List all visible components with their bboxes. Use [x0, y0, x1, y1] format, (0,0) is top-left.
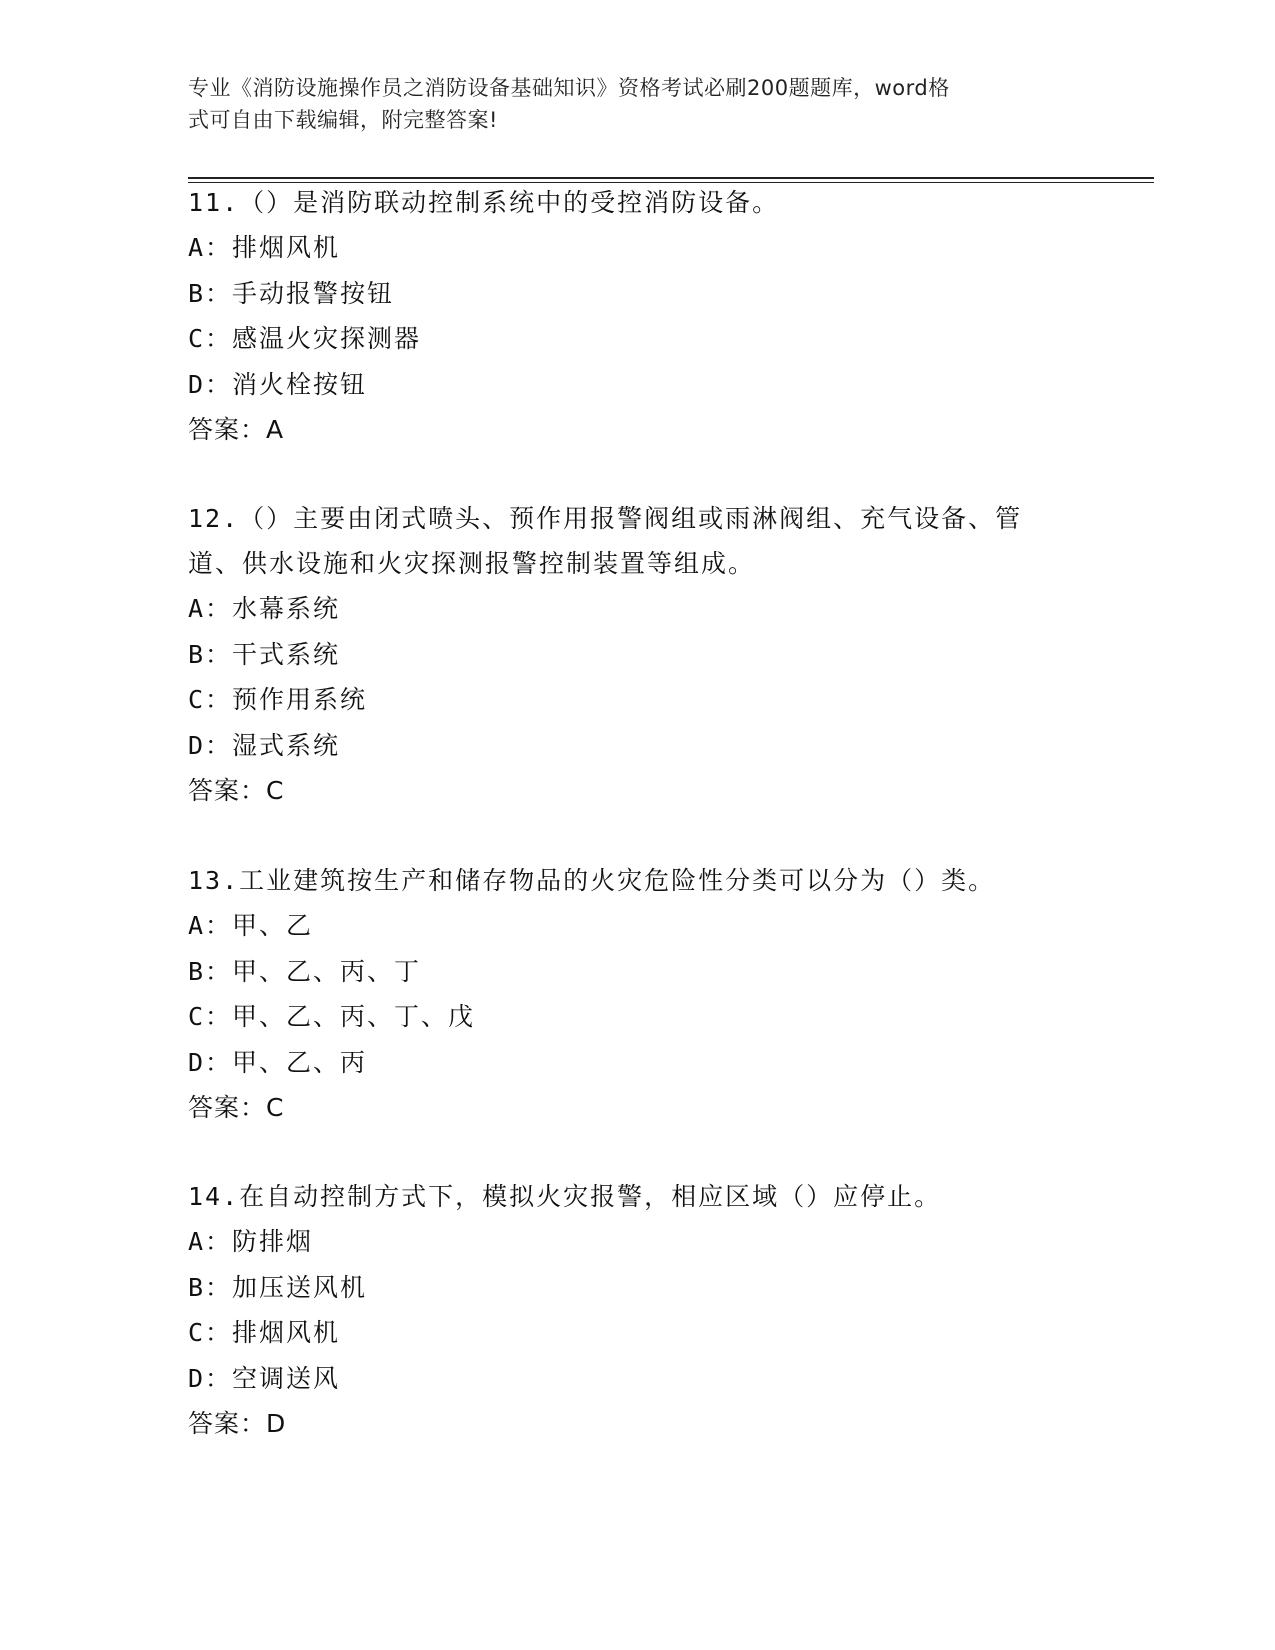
answer: 答案：A — [188, 415, 285, 444]
option-a: A：防排烟 — [188, 1227, 314, 1256]
header-divider-top — [188, 177, 1154, 179]
option-b: B：手动报警按钮 — [188, 278, 395, 308]
answer: 答案：C — [188, 1093, 285, 1122]
option-d: D：甲、乙、丙 — [188, 1047, 368, 1077]
header-line-1: 专业《消防设施操作员之消防设备基础知识》资格考试必刷200题题库，word格 — [188, 76, 950, 100]
document-header — [188, 72, 1088, 136]
option-c: C：预作用系统 — [188, 685, 368, 714]
answer: 答案：C — [188, 776, 285, 805]
option-c: C：排烟风机 — [188, 1318, 341, 1347]
option-c: C：感温火灾探测器 — [188, 324, 422, 353]
option-b: B：加压送风机 — [188, 1272, 368, 1302]
question-14 — [188, 1174, 1088, 1447]
question-stem: 12.（）主要由闭式喷头、预作用报警阀组或雨淋阀组、充气设备、管 — [188, 504, 1023, 533]
option-b: B：甲、乙、丙、丁 — [188, 956, 422, 986]
question-13 — [188, 858, 1088, 1131]
question-11 — [188, 180, 1088, 453]
header-line-2: 式可自由下载编辑，附完整答案! — [188, 108, 498, 132]
option-b: B：干式系统 — [188, 639, 341, 669]
option-a: A：排烟风机 — [188, 233, 341, 262]
option-a: A：水幕系统 — [188, 594, 341, 623]
question-12 — [188, 496, 1088, 814]
option-d: D：消火栓按钮 — [188, 369, 368, 399]
question-stem: 14.在自动控制方式下，模拟火灾报警，相应区域（）应停止。 — [188, 1182, 942, 1211]
option-d: D：空调送风 — [188, 1363, 341, 1393]
option-a: A：甲、乙 — [188, 911, 314, 940]
option-c: C：甲、乙、丙、丁、戊 — [188, 1002, 476, 1031]
question-stem: 13.工业建筑按生产和储存物品的火灾危险性分类可以分为（）类。 — [188, 866, 996, 895]
question-stem: 11.（）是消防联动控制系统中的受控消防设备。 — [188, 188, 780, 217]
answer: 答案：D — [188, 1409, 287, 1438]
question-stem-continued: 道、供水设施和火灾探测报警控制装置等组成。 — [188, 549, 756, 578]
option-d: D：湿式系统 — [188, 730, 341, 760]
